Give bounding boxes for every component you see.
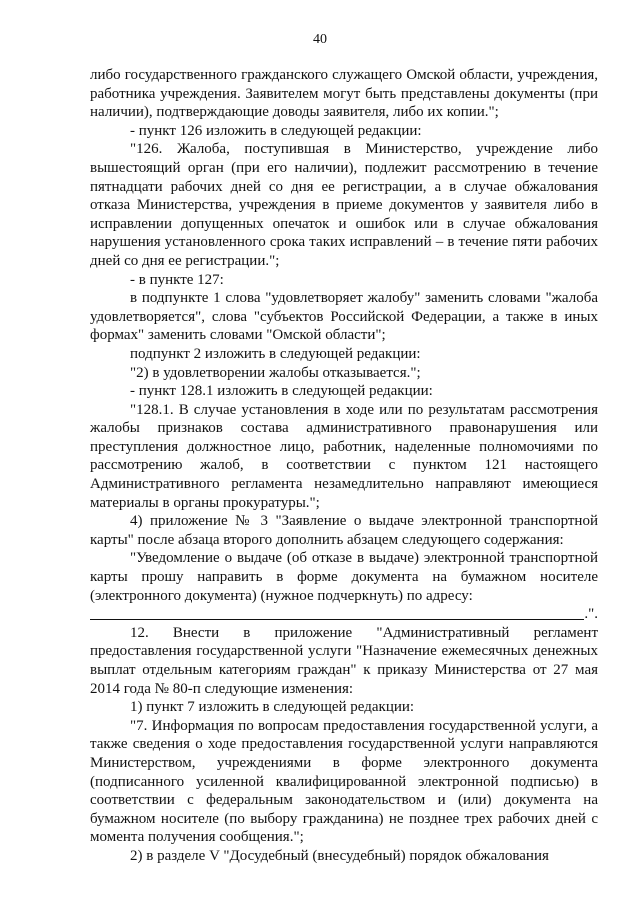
paragraph-item-126-text: "126. Жалоба, поступившая в Министерство, учреждение либо вышестоящий орган (при его наличии), подлежит рассмотрению в течение пятнадцати рабочих дней со дня ее регистрации, а в случае обжалования отказа Министерства, учреждения в приеме документов у заявителя либо в исправлении допущенных опечаток и ошибок или в случае обжалования нарушения установленного срока таких исправлений – в течение пяти рабочих дней со дня ее регистрации."; (90, 141, 598, 269)
paragraph-item-12: 12. Внести в приложение "Административный регламент предоставления государственной услуги "Назначение ежемесячных денежных выплат отдельным категориям граждан" к приказу Министерства от 27 мая 2014 года № 80-п следующие изменения: (90, 624, 598, 697)
address-blank-line (90, 605, 598, 624)
paragraph-item-127-sub1: в подпункте 1 слова "удовлетворяет жалобу" заменить словами "жалоба удовлетворяется", слова "субъектов Российской Федерации, а также в иных формах" заменить словами "Омской области"; (90, 290, 598, 344)
paragraph-item-7-text: "7. Информация по вопросам предоставления государственной услуги, а также сведения о ходе предоставления государственной услуги направляются Министерством, учреждениями в форме электронного документа (подписанного усиленной квалифицированной электронной подписью) в соответствии с федеральным законодательством и (или) документа на бумажном носителе (по выбору гражданина) не позднее трех рабочих дней с момента получения сообщения."; (90, 717, 598, 846)
blank-underline (90, 619, 584, 620)
paragraph-appendix-3: 4) приложение № 3 "Заявление о выдаче электронной транспортной карты" после абзаца второго дополнить абзацем следующего содержания: (90, 513, 598, 548)
paragraph-item-126-heading: - пункт 126 изложить в следующей редакции: (130, 122, 422, 139)
paragraph-item-127-sub2-text: "2) в удовлетворении жалобы отказывается."; (130, 364, 421, 381)
paragraph-item-127-heading: - в пункте 127: (130, 271, 224, 288)
blank-line-ending: .". (584, 606, 598, 623)
paragraph-item-128-1-text: "128.1. В случае установления в ходе или по результатам рассмотрения жалобы признаков состава административного правонарушения или преступления должностное лицо, работник, наделенные полномочиями по рассмотрению жалоб, в соответствии с пунктом 121 настоящего Административного регламента незамедлительно направляют имеющиеся материалы в органы прокуратуры."; (90, 401, 598, 511)
paragraph-section-v: 2) в разделе V "Досудебный (внесудебный) порядок обжалования (130, 847, 549, 864)
page-number: 40 (313, 32, 327, 47)
paragraph-item-127-sub2-heading: подпункт 2 изложить в следующей редакции: (130, 345, 421, 362)
paragraph-notification-text: "Уведомление о выдаче (об отказе в выдаче) электронной транспортной карты прошу направить в форме документа на бумажном носителе (электронного документа) (нужное подчеркнуть) по адресу: (90, 550, 598, 604)
paragraph-continuation: либо государственного гражданского служащего Омской области, учреждения, работника учреждения. Заявителем могут быть представлены документы (при наличии), подтверждающие доводы заявителя, либо их копии."; (90, 67, 598, 121)
paragraph-item-128-1-heading: - пункт 128.1 изложить в следующей редакции: (130, 383, 433, 400)
document-body (90, 66, 598, 866)
paragraph-item-7-heading: 1) пункт 7 изложить в следующей редакции: (130, 699, 415, 716)
